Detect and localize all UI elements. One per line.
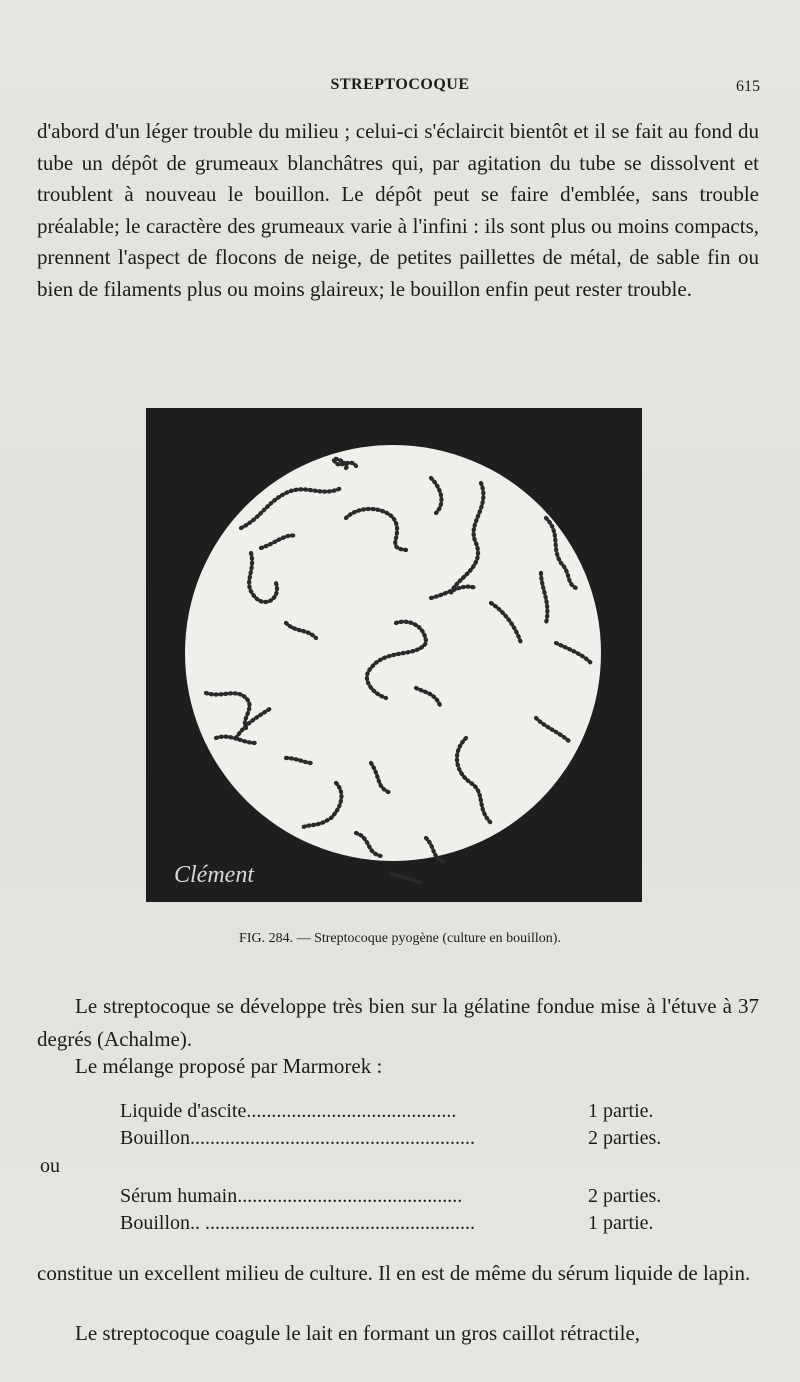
paragraph-3: Le mélange proposé par Marmorek : [75, 1054, 383, 1078]
recipe-amount: 2 parties. [588, 1127, 662, 1149]
recipe-amount: 1 partie. [588, 1100, 654, 1122]
recipe-line-3 [120, 1181, 680, 1211]
recipe-ingredient: Bouillon......................................................... [120, 1127, 476, 1149]
page-header [40, 76, 760, 100]
running-head: STREPTOCOQUE [330, 76, 470, 93]
recipe-line-2 [120, 1123, 680, 1153]
microscope-figure [146, 408, 642, 902]
recipe-ingredient: Bouillon.. ...................................................... [120, 1212, 476, 1234]
paragraph-4: constitue un excellent milieu de culture. Il en est de même du sérum liquide de lapin. [37, 1261, 751, 1285]
recipe-amount: 1 partie. [588, 1212, 654, 1234]
artist-signature: Clément [174, 862, 254, 888]
recipe-ingredient: Sérum humain............................................. [120, 1185, 463, 1207]
paragraph-5: Le streptocoque coagule le lait en formant un gros caillot rétractile, [75, 1321, 641, 1345]
paragraph-1: d'abord d'un léger trouble du milieu ; celui-ci s'éclaircit bientôt et il se fait au fond du tube un dépôt de grumeaux blanchâtres qui, par agitation du tube se dissolvent et troublent à nouveau le bouillon. Le dépôt peut se faire d'emblée, sans trouble préalable; le caractère des grumeaux varie à l'infini : ils sont plus ou moins compacts, prennent l'aspect de flocons de neige, de petites paillettes de métal, de sable fin ou bien de filaments plus ou moins glaireux; le bouillon enfin peut rester trouble. [37, 119, 759, 301]
recipe-line-1 [120, 1096, 680, 1126]
recipe-amount: 2 parties. [588, 1185, 662, 1207]
figure-caption: FIG. 284. — Streptocoque pyogène (culture en bouillon). [239, 931, 561, 946]
page-number: 615 [736, 78, 760, 95]
paragraph-2: Le streptocoque se développe très bien sur la gélatine fondue mise à l'étuve à 37 degrés (Achalme). [37, 994, 759, 1051]
recipe-or: ou [40, 1155, 60, 1177]
recipe-line-4 [120, 1208, 680, 1238]
figure-plate [146, 408, 642, 902]
recipe-ingredient: Liquide d'ascite.......................................... [120, 1100, 457, 1122]
